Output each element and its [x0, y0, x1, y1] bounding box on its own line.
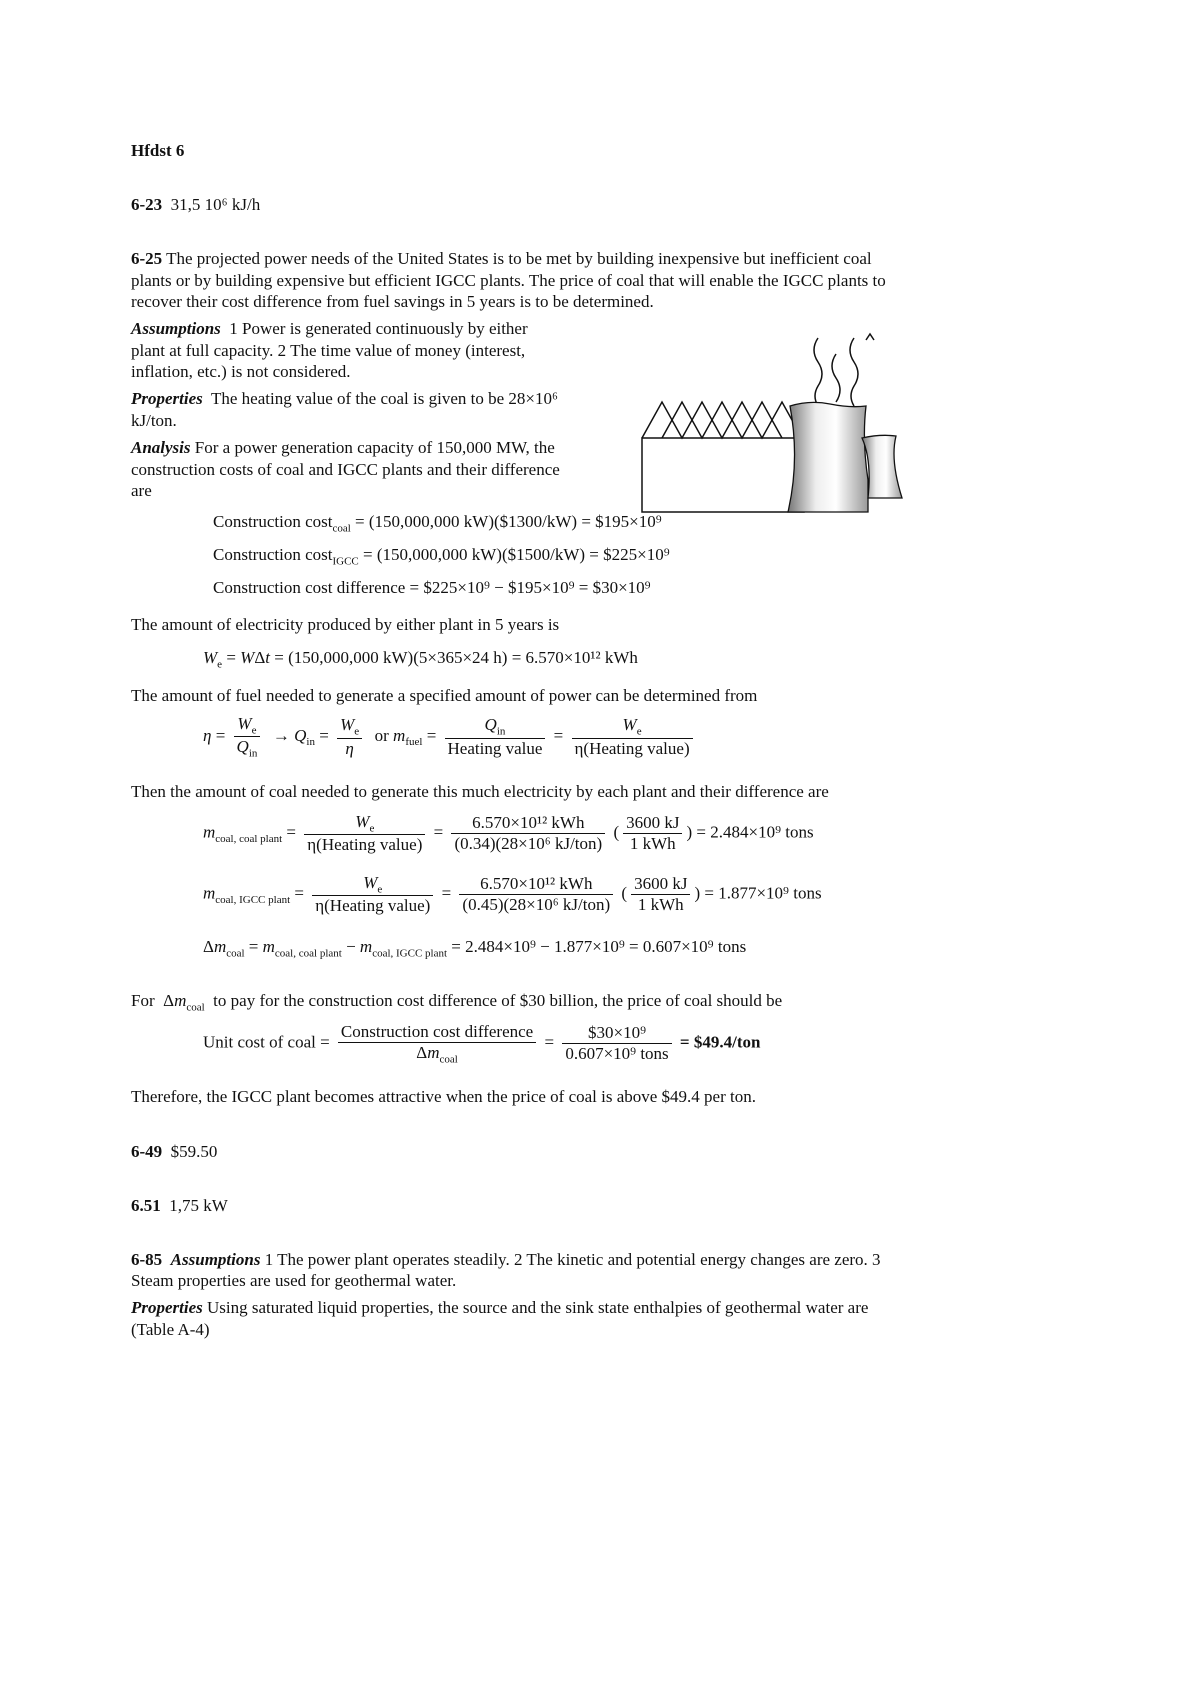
cooling-tower-icon: [788, 402, 868, 512]
text: = (150,000,000 kW)($1300/kW) = $195×10⁹: [355, 512, 662, 531]
intro-line: plants or by building expensive but efficient IGCC plants. The price of coal that will enable the IGCC plants to: [131, 271, 886, 290]
equation-cost-coal: [213, 512, 662, 534]
properties-label: Properties: [131, 389, 203, 408]
text: Construction cost difference: [338, 1022, 536, 1043]
text: 3600 kJ: [631, 874, 690, 895]
text: Using saturated liquid properties, the source and the sink state enthalpies of geothermal water are: [207, 1298, 869, 1317]
equation-cost-difference: Construction cost difference = $225×10⁹ − $195×10⁹ = $30×10⁹: [213, 578, 651, 597]
text: = (150,000,000 kW)(5×365×24 h) = 6.570×10¹² kWh: [274, 648, 638, 667]
intro-line: recover their cost difference from fuel savings in 5 years is to be determined.: [131, 292, 654, 311]
problem-answer: 31,5 10⁶ kJ/h: [170, 195, 261, 214]
problem-number: 6.51: [131, 1196, 161, 1215]
equation-electricity: $W_e = W\Delta t = (150,000,000$ kW)(5×365×24 h) = 6.570×10¹² kWh: [203, 648, 638, 671]
analysis-line: construction costs of coal and IGCC plants and their difference: [131, 460, 560, 479]
problem-6-25-line1: [131, 248, 872, 270]
equation-m-coal-plant: $m_{coal, coal plant}$ = $\frac{W_e}{\text{η(Heating value)}}$ = $\frac{\text{6.570×10¹² kWh}}{\text{(0.34)(28×10⁶ kJ/ton)}}$ ( $\frac{3600 kJ}{\text{1 kWh}}$ ) = 2.484×10⁹ tons: [203, 812, 814, 855]
text-for: For $\Delta m_{coal}$ to pay for the construction cost difference of $30 billion, the price of coal should be: [131, 991, 783, 1014]
problem-6-23: [131, 194, 260, 216]
smoke-icon: [832, 354, 840, 402]
analysis-line: [131, 437, 555, 459]
analysis-line: are: [131, 481, 152, 500]
text: = 2.484×10⁹ tons: [696, 822, 814, 842]
problem-6-49: [131, 1141, 217, 1163]
text: coal, IGCC plant: [215, 894, 291, 906]
text-line: (Table A-4): [131, 1320, 210, 1339]
text: 0.607×10⁹ tons: [565, 1044, 669, 1064]
properties-line: kJ/ton.: [131, 411, 177, 430]
properties-line: [131, 1297, 868, 1319]
equation-cost-igcc: [213, 545, 670, 567]
text: to pay for the construction cost difference of $30 billion, the price of coal should be: [213, 991, 783, 1010]
text: Unit cost of coal =: [203, 1032, 330, 1052]
problem-number: 6-25: [131, 249, 163, 268]
text: coal, IGCC plant: [372, 947, 448, 960]
text: coal: [332, 522, 351, 535]
equation-unit-cost: Unit cost of coal = $\frac{\text{Construction cost difference}}{\Delta m_{coal}}$ = $\frac{\text{\$30×10⁹}}{\text{0.607×10⁹ tons}}$ = $49.4/ton: [203, 1022, 761, 1066]
text-electricity: The amount of electricity produced by either plant in 5 years is: [131, 615, 560, 634]
problem-number: 6-49: [131, 1142, 163, 1161]
analysis-label: Analysis: [131, 438, 191, 457]
equation-m-igcc-plant: $m_{coal, IGCC plant}$ = $\frac{W_e}{\text{η(Heating value)}}$ = $\frac{\text{6.570×10¹² kWh}}{\text{(0.45)(28×10⁶ kJ/ton)}}$ ( $\frac{3600 kJ}{\text{1 kWh}}$ ) = 1.877×10⁹ tons: [203, 873, 822, 916]
text: Construction cost: [213, 545, 333, 564]
assumptions-label: Assumptions: [170, 1250, 261, 1269]
text: = $49.4/ton: [679, 1032, 761, 1052]
text: 1 Power is generated continuously by either: [229, 319, 528, 338]
text: IGCC: [332, 555, 359, 568]
text: For a power generation capacity of 150,000 MW, the: [194, 438, 555, 457]
text: = (150,000,000 kW)($1500/kW) = $225×10⁹: [363, 545, 670, 564]
equation-delta-m: $\Delta m_{coal} = m_{coal, coal plant} - m_{coal, IGCC plant} = 2.484\times 10^9 - 1.877\times 10^9 = 0.607\times 10^9$ tons: [203, 937, 747, 960]
text-coal-amount: Then the amount of coal needed to generate this much electricity by each plant and their difference are: [131, 782, 829, 801]
text-line: Steam properties are used for geothermal water.: [131, 1271, 457, 1290]
properties-label: Properties: [131, 1298, 203, 1317]
text: 1 kWh: [629, 834, 676, 854]
text: 1 The power plant operates steadily. 2 The kinetic and potential energy changes are zero. 3: [264, 1250, 881, 1269]
text: = 1.877×10⁹ tons: [704, 883, 822, 903]
text: Construction cost: [213, 512, 333, 531]
text: (0.45)(28×10⁶ kJ/ton): [462, 895, 611, 915]
text: coal, coal plant: [274, 947, 342, 960]
equation-efficiency: η = $\frac{W_e}{Q_{in}}$ → $Q_{in}$ = $\frac{W_e}{\eta}$ or $m_{fuel}$ = $\frac{Q_{in}}{\text{Heating value}}$ = $\frac{W_e}{\text{η(Heating value)}}$: [203, 714, 697, 760]
text: 1 kWh: [637, 895, 684, 915]
text: (0.34)(28×10⁶ kJ/ton): [454, 834, 603, 854]
problem-answer: $59.50: [170, 1142, 218, 1161]
properties-line: [131, 388, 558, 410]
text-fuel: The amount of fuel needed to generate a specified amount of power can be determined from: [131, 686, 758, 705]
assumptions-label: Assumptions: [131, 319, 221, 338]
problem-6-51: [131, 1195, 228, 1217]
text: $30×10⁹: [562, 1023, 671, 1044]
problem-answer: 1,75 kW: [169, 1196, 228, 1215]
text: = 2.484×10⁹ − 1.877×10⁹ = 0.607×10⁹ tons: [451, 937, 747, 956]
assumptions-line: [131, 318, 528, 340]
text: coal, coal plant: [215, 833, 283, 845]
power-plant-illustration: [640, 330, 920, 520]
text: η(Heating value): [307, 835, 423, 855]
assumptions-line: plant at full capacity. 2 The time value of money (interest,: [131, 341, 526, 360]
text: η(Heating value): [315, 896, 431, 916]
intro-line: The projected power needs of the United States is to be met by building inexpensive but inefficient coal: [166, 249, 872, 268]
text: 6.570×10¹² kWh: [459, 874, 613, 895]
text: 3600 kJ: [623, 813, 682, 834]
problem-6-85-line1: [131, 1249, 881, 1271]
page-heading: Hfdst 6: [131, 141, 185, 160]
problem-number: 6-23: [131, 195, 163, 214]
text: 6.570×10¹² kWh: [451, 813, 605, 834]
text: For: [131, 991, 155, 1010]
assumptions-line: inflation, etc.) is not considered.: [131, 362, 351, 381]
text: The heating value of the coal is given to be 28×10⁶: [210, 389, 558, 408]
text-conclusion: Therefore, the IGCC plant becomes attractive when the price of coal is above $49.4 per ton.: [131, 1087, 756, 1106]
problem-number: 6-85: [131, 1250, 163, 1269]
smoke-icon: [850, 338, 858, 406]
smoke-icon: [814, 338, 822, 406]
